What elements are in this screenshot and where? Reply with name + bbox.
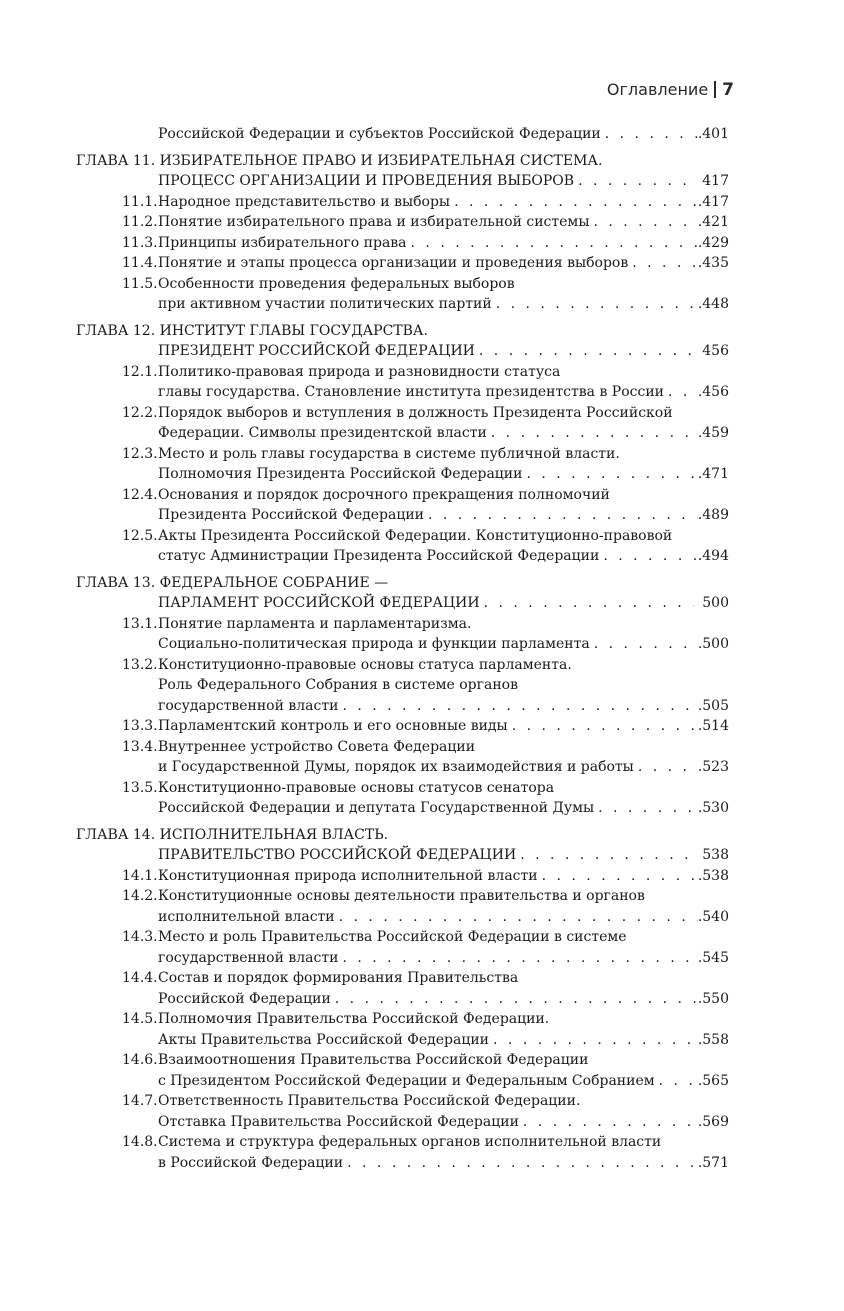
- section-title-line: [158, 634, 729, 655]
- section-title-line: [158, 675, 729, 696]
- section-title-text: Особенности проведения федеральных выборов: [158, 275, 515, 292]
- chapter-heading: [76, 573, 729, 594]
- chapter-entry: [76, 321, 729, 362]
- section-number: 13.5.: [122, 779, 158, 796]
- section-title-line: [158, 757, 729, 778]
- section-number: 12.4.: [122, 486, 158, 503]
- section-title-text: Место и роль главы государства в системе публичной власти.: [158, 445, 620, 462]
- dot-leader: [480, 593, 695, 614]
- section-title-text: государственной власти: [158, 949, 339, 966]
- chapter-page: 417: [702, 173, 729, 189]
- section-title-text: главы государства. Становление института президентства в России: [158, 384, 664, 400]
- section-entry: [122, 1050, 729, 1091]
- section-title-text: в Российской Федерации: [158, 1154, 344, 1171]
- section-title-line: [158, 485, 729, 506]
- header-separator: [714, 81, 716, 98]
- section-number: 13.3.: [122, 718, 158, 734]
- section-title-text: Состав и порядок формирования Правительства: [158, 970, 519, 986]
- section-title-line: [158, 1050, 729, 1071]
- chapter-label: ГЛАВА 12.: [76, 322, 156, 339]
- dot-leader: [519, 1112, 698, 1133]
- section-title-text: Понятие парламента и парламентаризма.: [158, 615, 472, 632]
- section-entry: [122, 274, 729, 315]
- dot-leader: [634, 757, 698, 778]
- section-title-text: Народное представительство и выборы: [158, 193, 451, 210]
- chapter-entry: [76, 151, 729, 192]
- section-body: [158, 1091, 729, 1132]
- section-title-line: [158, 798, 729, 819]
- chapter-title-line1: ФЕДЕРАЛЬНОЕ СОБРАНИЕ —: [159, 574, 389, 591]
- chapter-title-line2: ПРОЦЕСС ОРГАНИЗАЦИИ И ПРОВЕДЕНИЯ ВЫБОРОВ: [158, 173, 575, 189]
- section-body: [158, 212, 729, 233]
- section-entry: [122, 233, 729, 254]
- section-entry: [122, 614, 729, 655]
- dot-leader: [589, 212, 697, 233]
- section-number: 14.6.: [122, 1052, 158, 1068]
- dot-leader: [343, 1153, 698, 1174]
- section-page: .429: [697, 234, 729, 251]
- section-number: 12.5.: [122, 527, 158, 544]
- section-page: .538: [697, 867, 729, 884]
- section-title-line: [158, 886, 729, 907]
- section-entry: [122, 737, 729, 778]
- chapter-title-line1: ИСПОЛНИТЕЛЬНАЯ ВЛАСТЬ.: [159, 826, 389, 843]
- section-number: 11.1.: [122, 193, 158, 210]
- section-entry: [122, 866, 729, 887]
- section-page: .489: [697, 507, 729, 523]
- section-title-text: Акты Правительства Российской Федерации: [158, 1031, 490, 1048]
- section-title-text: исполнительной власти: [158, 908, 335, 925]
- section-title-line: [158, 907, 729, 928]
- section-title-line: [158, 716, 729, 737]
- chapter-title-line2: ПАРЛАМЕНТ РОССИЙСКОЙ ФЕДЕРАЦИИ: [158, 595, 480, 611]
- section-title-text: Социально-политическая природа и функции парламента: [158, 636, 590, 652]
- section-title-text: Полномочия Президента Российской Федерации: [158, 466, 523, 482]
- section-entry: [122, 403, 729, 444]
- chapter-title-line1: ИЗБИРАТЕЛЬНОЕ ПРАВО И ИЗБИРАТЕЛЬНАЯ СИСТЕМА.: [159, 152, 603, 169]
- section-page: .456: [697, 384, 729, 400]
- section-number: 14.5.: [122, 1011, 158, 1027]
- section-entry: [122, 1091, 729, 1132]
- running-header: [607, 80, 734, 100]
- section-title-text: Президента Российской Федерации: [158, 507, 424, 523]
- section-title-text: Акты Президента Российской Федерации. Конституционно-правовой: [158, 527, 673, 544]
- section-page: .550: [697, 990, 729, 1007]
- section-title-text: статус Администрации Президента Российской Федерации: [158, 548, 600, 564]
- dot-leader: [424, 505, 698, 526]
- section-title-text: Федерации. Символы президентской власти: [158, 425, 487, 441]
- section-title-text: Парламентский контроль и его основные виды: [158, 718, 508, 734]
- section-number: 14.8.: [122, 1134, 158, 1150]
- section-page: .569: [697, 1113, 729, 1130]
- section-entry: [122, 716, 729, 737]
- dot-leader: [628, 253, 698, 274]
- section-page: .448: [697, 296, 729, 312]
- section-page: .435: [697, 255, 729, 271]
- section-title-line: [158, 968, 729, 989]
- table-of-contents: [76, 124, 729, 1173]
- dot-leader: [516, 845, 694, 866]
- chapter-label: ГЛАВА 13.: [76, 574, 156, 591]
- section-title-text: Понятие и этапы процесса организации и проведения выборов: [158, 255, 629, 271]
- section-body: [158, 485, 729, 526]
- carryover-entry: [158, 124, 729, 145]
- section-title-line: [158, 1112, 729, 1133]
- section-title-text: и Государственной Думы, порядок их взаимодействия и работы: [158, 759, 634, 775]
- section-number: 13.2.: [122, 656, 158, 673]
- dot-leader: [331, 989, 698, 1010]
- section-title-line: [158, 362, 729, 383]
- section-title-text: Основания и порядок досрочного прекращения полномочий: [158, 486, 610, 503]
- section-title-line: [158, 546, 729, 567]
- section-number: 14.3.: [122, 929, 158, 945]
- section-entry: [122, 192, 729, 213]
- dot-leader: [508, 716, 698, 737]
- section-page: .523: [697, 759, 729, 775]
- section-title-text: Внутреннее устройство Совета Федерации: [158, 738, 476, 755]
- section-number: 11.5.: [122, 275, 158, 292]
- chapter-entry: [76, 825, 729, 866]
- section-entry: [122, 485, 729, 526]
- section-entry: [122, 655, 729, 717]
- section-title-line: [158, 1071, 729, 1092]
- section-entry: [122, 778, 729, 819]
- section-title-text: Взаимоотношения Правительства Российской Федерации: [158, 1052, 589, 1068]
- section-entry: [122, 212, 729, 233]
- dot-leader: [664, 382, 698, 403]
- section-title-line: [158, 192, 729, 213]
- section-title-line: [158, 444, 729, 465]
- section-body: [158, 403, 729, 444]
- section-title-line: [158, 1009, 729, 1030]
- section-title-text: Конституционно-правовые основы статусов сенатора: [158, 779, 555, 796]
- section-body: [158, 614, 729, 655]
- section-number: 14.7.: [122, 1093, 158, 1109]
- section-title-text: Роль Федерального Собрания в системе органов: [158, 677, 518, 693]
- section-title-line: [158, 253, 729, 274]
- chapter-heading: [76, 321, 729, 342]
- section-number: 14.4.: [122, 970, 158, 986]
- dot-leader: [522, 464, 697, 485]
- section-title-line: [158, 294, 729, 315]
- section-title-line: [158, 866, 729, 887]
- section-entry: [122, 253, 729, 274]
- section-page: .500: [697, 636, 729, 652]
- section-entry: [122, 362, 729, 403]
- section-title-line: [158, 737, 729, 758]
- section-number: 14.1.: [122, 867, 158, 884]
- section-page: .417: [697, 193, 729, 210]
- dot-leader: [590, 634, 698, 655]
- section-entry: [122, 1009, 729, 1050]
- section-body: [158, 362, 729, 403]
- dot-leader: [594, 798, 698, 819]
- chapter-entry: [76, 573, 729, 614]
- section-body: [158, 1050, 729, 1091]
- section-page: .540: [697, 908, 729, 925]
- section-title-line: [158, 464, 729, 485]
- section-title-line: [158, 1091, 729, 1112]
- section-title-line: [158, 989, 729, 1010]
- section-entry: [122, 968, 729, 1009]
- section-title-line: [158, 274, 729, 295]
- section-entry: [122, 444, 729, 485]
- section-title-line: [158, 614, 729, 635]
- section-title-text: Российской Федерации: [158, 990, 331, 1007]
- section-title-text: при активном участии политических партий: [158, 296, 492, 312]
- dot-leader: [599, 546, 698, 567]
- section-title-line: [158, 526, 729, 547]
- chapter-title-line1: ИНСТИТУТ ГЛАВЫ ГОСУДАРСТВА.: [159, 322, 428, 339]
- dot-leader: [335, 907, 698, 928]
- section-page: .530: [697, 800, 729, 816]
- section-body: [158, 274, 729, 315]
- section-body: [158, 927, 729, 968]
- section-body: [158, 655, 729, 717]
- section-page: .514: [697, 718, 729, 734]
- carryover-page: .401: [697, 126, 729, 142]
- dot-leader: [407, 233, 698, 254]
- section-entry: [122, 886, 729, 927]
- header-section-title: Оглавление: [606, 80, 709, 99]
- section-body: [158, 444, 729, 485]
- chapter-heading: [76, 151, 729, 172]
- section-title-line: [158, 212, 729, 233]
- section-title-line: [158, 696, 729, 717]
- section-entry: [122, 927, 729, 968]
- section-title-text: Полномочия Правительства Российской Федерации.: [158, 1011, 550, 1027]
- section-title-text: с Президентом Российской Федерации и Федеральным Собранием: [158, 1072, 655, 1089]
- section-title-line: [158, 655, 729, 676]
- section-title-text: Понятие избирательного права и избирательной системы: [158, 214, 590, 230]
- section-title-line: [158, 1030, 729, 1051]
- section-body: [158, 253, 729, 274]
- section-body: [158, 886, 729, 927]
- section-title-line: [158, 778, 729, 799]
- section-number: 11.2.: [122, 214, 158, 230]
- chapter-page: 456: [702, 343, 729, 359]
- section-title-text: Принципы избирательного права: [158, 234, 407, 251]
- section-number: 11.3.: [122, 234, 158, 251]
- section-title-text: Порядок выборов и вступления в должность Президента Российской: [158, 404, 673, 421]
- dot-leader: [655, 1071, 698, 1092]
- section-title-text: Конституционная природа исполнительной власти: [158, 867, 538, 884]
- section-title-text: Отставка Правительства Российской Федерации: [158, 1113, 519, 1130]
- section-title-text: Политико-правовая природа и разновидности статуса: [158, 363, 561, 380]
- dot-leader: [487, 423, 698, 444]
- chapter-page: 538: [702, 847, 729, 863]
- dot-leader: [538, 866, 698, 887]
- section-page: .545: [697, 949, 729, 966]
- section-title-text: Конституционные основы деятельности правительства и органов: [158, 888, 645, 904]
- chapter-title-row: [158, 341, 729, 362]
- section-title-text: Ответственность Правительства Российской Федерации.: [158, 1093, 581, 1109]
- section-body: [158, 192, 729, 213]
- section-body: [158, 778, 729, 819]
- chapter-label: ГЛАВА 14.: [76, 826, 156, 843]
- section-body: [158, 233, 729, 254]
- section-number: 14.2.: [122, 888, 158, 904]
- section-body: [158, 1132, 729, 1173]
- chapter-page: 500: [702, 595, 729, 611]
- section-page: .558: [697, 1031, 729, 1048]
- section-number: 12.1.: [122, 363, 158, 380]
- section-page: .565: [697, 1072, 729, 1089]
- section-body: [158, 716, 729, 737]
- section-number: 12.3.: [122, 445, 158, 462]
- section-body: [158, 968, 729, 1009]
- chapter-title-line2: ПРЕЗИДЕНТ РОССИЙСКОЙ ФЕДЕРАЦИИ: [158, 343, 475, 359]
- dot-leader: [338, 696, 697, 717]
- section-body: [158, 866, 729, 887]
- section-title-line: [158, 1153, 729, 1174]
- chapter-title-row: [158, 171, 729, 192]
- section-title-text: Система и структура федеральных органов исполнительной власти: [158, 1134, 662, 1150]
- section-title-line: [158, 1132, 729, 1153]
- dot-leader: [338, 948, 697, 969]
- dot-leader: [475, 341, 694, 362]
- section-entry: [122, 526, 729, 567]
- section-title-line: [158, 403, 729, 424]
- chapter-title-row: [158, 845, 729, 866]
- section-number: 12.2.: [122, 404, 158, 421]
- section-body: [158, 737, 729, 778]
- chapter-title-row: [158, 593, 729, 614]
- section-title-line: [158, 927, 729, 948]
- section-title-line: [158, 233, 729, 254]
- dot-leader: [492, 294, 698, 315]
- dot-leader: [450, 192, 698, 213]
- section-body: [158, 526, 729, 567]
- section-title-text: государственной власти: [158, 697, 339, 714]
- section-body: [158, 1009, 729, 1050]
- section-number: 11.4.: [122, 255, 158, 271]
- section-title-line: [158, 382, 729, 403]
- dot-leader: [601, 124, 698, 145]
- chapter-title-line2: ПРАВИТЕЛЬСТВО РОССИЙСКОЙ ФЕДЕРАЦИИ: [158, 847, 517, 863]
- section-number: 13.4.: [122, 738, 158, 755]
- section-page: .471: [697, 466, 729, 482]
- section-title-text: Конституционно-правовые основы статуса парламента.: [158, 656, 572, 673]
- chapter-label: ГЛАВА 11.: [76, 152, 156, 169]
- section-page: .494: [697, 548, 729, 564]
- section-page: .459: [697, 425, 729, 441]
- section-title-line: [158, 505, 729, 526]
- section-page: .421: [697, 214, 729, 230]
- section-title-text: Место и роль Правительства Российской Федерации в системе: [158, 929, 627, 945]
- section-title-line: [158, 948, 729, 969]
- section-page: .571: [697, 1154, 729, 1171]
- section-number: 13.1.: [122, 615, 158, 632]
- carryover-title: Российской Федерации и субъектов Российской Федерации: [158, 126, 601, 142]
- header-page-number: 7: [722, 80, 734, 100]
- chapter-heading: [76, 825, 729, 846]
- section-page: .505: [697, 697, 729, 714]
- section-title-text: Российской Федерации и депутата Государственной Думы: [158, 800, 595, 816]
- section-title-line: [158, 423, 729, 444]
- dot-leader: [574, 171, 694, 192]
- dot-leader: [489, 1030, 698, 1051]
- section-entry: [122, 1132, 729, 1173]
